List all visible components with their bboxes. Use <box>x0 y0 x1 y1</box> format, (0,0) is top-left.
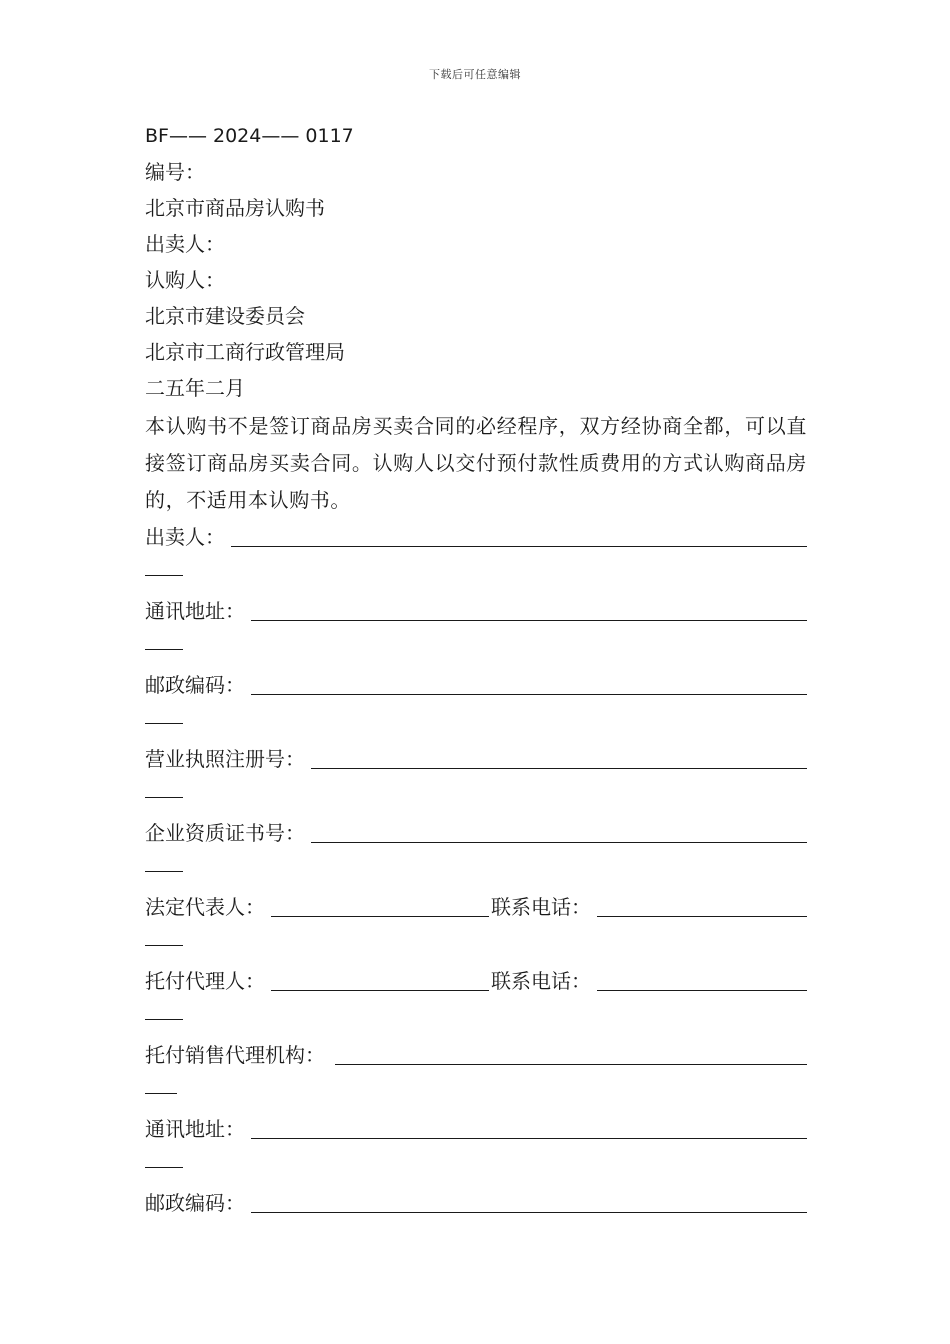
qualification-number-blank-line[interactable] <box>311 842 807 843</box>
header-note: 下载后可任意编辑 <box>429 68 521 81</box>
seller-field-label: 出卖人： <box>145 525 225 549</box>
issue-date: 二五年二月 <box>145 376 245 400</box>
sales-agency-blank-line[interactable] <box>335 1064 807 1065</box>
qualification-number-label: 企业资质证书号： <box>145 821 305 845</box>
authorized-agent-blank-line[interactable] <box>271 990 489 991</box>
seller-label: 出卖人： <box>145 232 225 256</box>
postcode-blank-line[interactable] <box>251 694 807 695</box>
authorized-agent-phone-continuation[interactable] <box>145 1019 183 1020</box>
authorized-agent-phone-label: 联系电话： <box>491 969 591 993</box>
number-label: 编号： <box>145 160 205 184</box>
qualification-number-field <box>145 815 807 889</box>
legal-representative-phone-continuation[interactable] <box>145 945 183 946</box>
authorized-agent-label: 托付代理人： <box>145 969 265 993</box>
agency-address-field <box>145 1111 807 1185</box>
notice-paragraph: 本认购书不是签订商品房买卖合同的必经程序，双方经协商全都，可以直接签订商品房买卖合同。认购人以交付预付款性质费用的方式认购商品房的，不适用本认购书。 <box>145 414 807 512</box>
postcode-field <box>145 667 807 741</box>
seller-blank-continuation[interactable] <box>145 575 183 576</box>
agency-postcode-blank-line[interactable] <box>251 1212 807 1213</box>
license-number-field <box>145 741 807 815</box>
legal-representative-field <box>145 889 807 963</box>
document-body <box>145 118 807 1221</box>
agency-postcode-field <box>145 1185 807 1221</box>
address-blank-line[interactable] <box>251 620 807 621</box>
agency-address-blank-line[interactable] <box>251 1138 807 1139</box>
license-number-label: 营业执照注册号： <box>145 747 305 771</box>
issuer-construction-committee: 北京市建设委员会 <box>145 304 305 328</box>
qualification-number-blank-continuation[interactable] <box>145 871 183 872</box>
agency-address-blank-continuation[interactable] <box>145 1167 183 1168</box>
authorized-agent-phone-blank-line[interactable] <box>597 990 807 991</box>
agency-address-label: 通讯地址： <box>145 1117 245 1141</box>
sales-agency-blank-continuation[interactable] <box>145 1093 177 1094</box>
legal-representative-blank-line[interactable] <box>271 916 489 917</box>
buyer-label: 认购人： <box>145 268 225 292</box>
agency-postcode-label: 邮政编码： <box>145 1191 245 1215</box>
legal-representative-label: 法定代表人： <box>145 895 265 919</box>
legal-representative-phone-blank-line[interactable] <box>597 916 807 917</box>
document-title: 北京市商品房认购书 <box>145 196 325 220</box>
seller-blank-line[interactable] <box>231 546 807 547</box>
issuer-industry-commerce-bureau: 北京市工商行政管理局 <box>145 340 345 364</box>
authorized-agent-field <box>145 963 807 1037</box>
postcode-blank-continuation[interactable] <box>145 723 183 724</box>
legal-representative-phone-label: 联系电话： <box>491 895 591 919</box>
document-code: BF—— 2024—— 0117 <box>145 125 354 147</box>
address-field <box>145 593 807 667</box>
license-number-blank-continuation[interactable] <box>145 797 183 798</box>
seller-field <box>145 519 807 593</box>
postcode-field-label: 邮政编码： <box>145 673 245 697</box>
address-field-label: 通讯地址： <box>145 599 245 623</box>
address-blank-continuation[interactable] <box>145 649 183 650</box>
sales-agency-field <box>145 1037 807 1111</box>
license-number-blank-line[interactable] <box>311 768 807 769</box>
sales-agency-label: 托付销售代理机构： <box>145 1043 325 1067</box>
